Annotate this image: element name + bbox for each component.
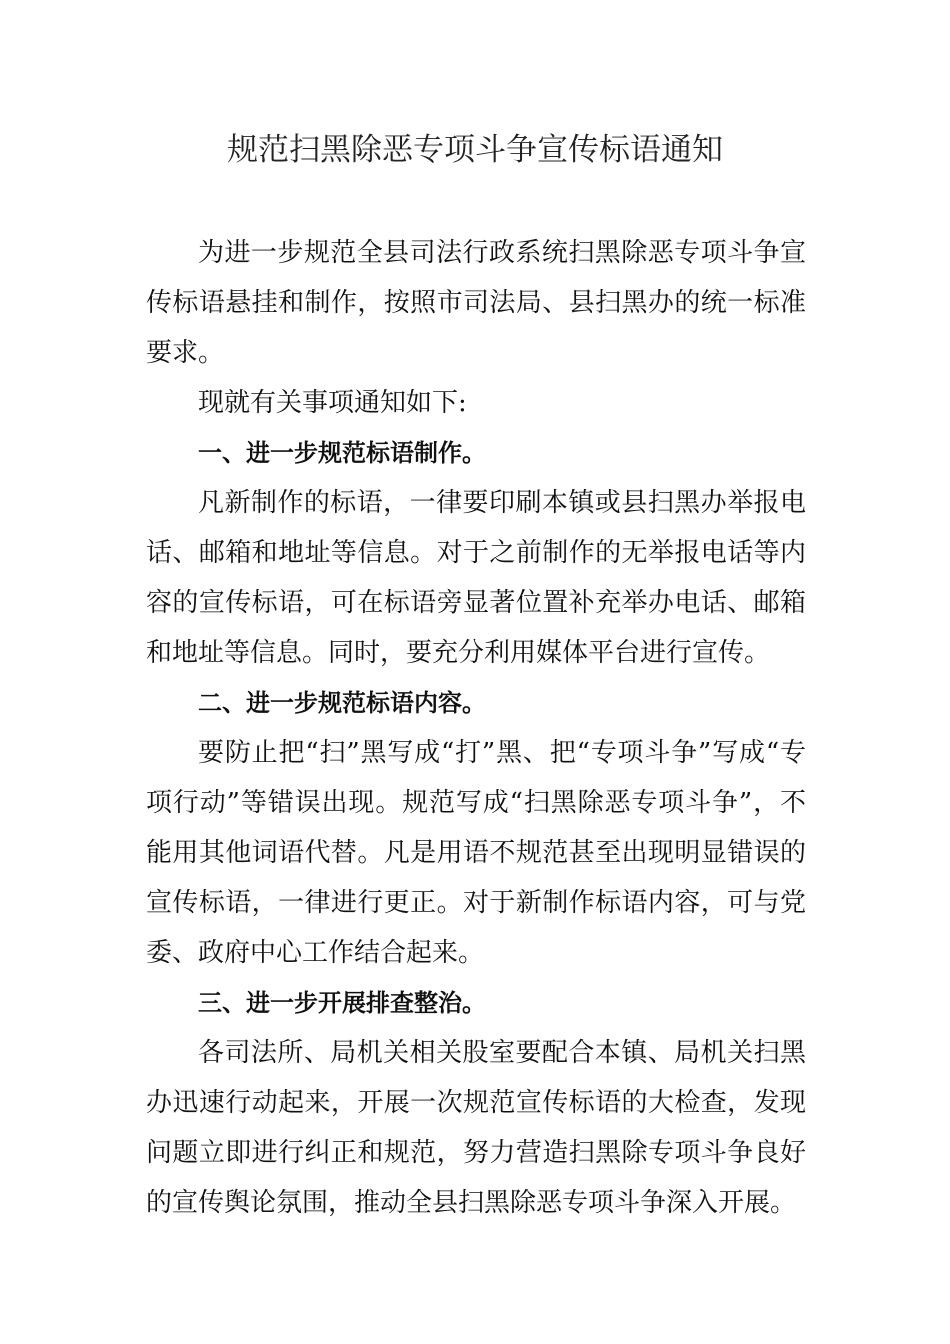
section-1-heading: 一、进一步规范标语制作。 — [198, 439, 486, 467]
section-3-body: 各司法所、局机关相关股室要配合本镇、局机关扫黑办迅速行动起来，开展一次规范宣传标语的大检查，发现问题立即进行纠正和规范，努力营造扫黑除专项斗争良好的宣传舆论氛围，推动全县扫黑除恶专项斗争深入开展。 — [146, 1038, 806, 1218]
section-1-body: 凡新制作的标语，一律要印刷本镇或县扫黑办举报电话、邮箱和地址等信息。对于之前制作的无举报电话等内容的宣传标语，可在标语旁显著位置补充举办电话、邮箱和地址等信息。同时，要充分利用媒体平台进行宣传。 — [146, 488, 806, 668]
intro-paragraph: 为进一步规范全县司法行政系统扫黑除恶专项斗争宣传标语悬挂和制作，按照市司法局、县扫黑办的统一标准要求。 — [146, 238, 806, 368]
document-body — [146, 228, 806, 1228]
section-3-heading: 三、进一步开展排查整治。 — [198, 989, 486, 1017]
section-2-body: 要防止把“扫”黑写成“打”黑、把“专项斗争”写成“专项行动”等错误出现。规范写成“扫黑除恶专项斗争”，不能用其他词语代替。凡是用语不规范甚至出现明显错误的宣传标语，一律进行更正。对于新制作标语内容，可与党委、政府中心工作结合起来。 — [146, 738, 806, 968]
section-2-heading: 二、进一步规范标语内容。 — [198, 689, 486, 717]
notice-line: 现就有关事项通知如下: — [198, 388, 467, 418]
document-title: 规范扫黑除恶专项斗争宣传标语通知 — [227, 132, 723, 168]
